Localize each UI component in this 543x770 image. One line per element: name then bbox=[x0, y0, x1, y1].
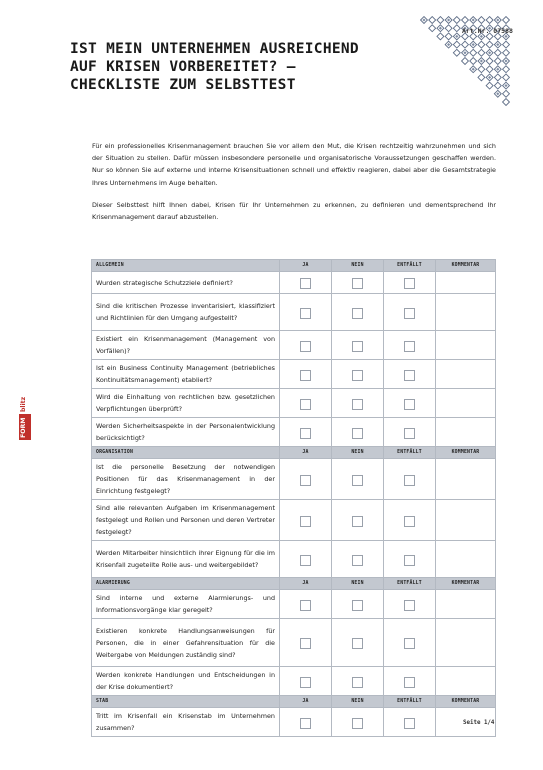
checkbox-nein[interactable] bbox=[352, 428, 363, 439]
section-title: ORGANISATION bbox=[92, 447, 280, 459]
checkbox-entfaellt[interactable] bbox=[404, 370, 415, 381]
cell-entfaellt bbox=[384, 360, 436, 389]
question-text: Werden konkrete Handlungen und Entscheidungen in der Krise dokumentiert? bbox=[92, 667, 280, 696]
question-text: Werden Mitarbeiter hinsichtlich ihrer Eignung für die im Krisenfall zugeteilte Rolle aus- und weitergebildet? bbox=[92, 541, 280, 578]
column-header-kommentar: KOMMENTAR bbox=[436, 696, 496, 708]
cell-nein bbox=[332, 459, 384, 500]
cell-ja bbox=[280, 360, 332, 389]
table-row bbox=[92, 459, 496, 500]
cell-nein bbox=[332, 619, 384, 667]
cell-nein bbox=[332, 500, 384, 541]
cell-nein bbox=[332, 590, 384, 619]
column-header-kommentar: KOMMENTAR bbox=[436, 447, 496, 459]
question-text: Sind alle relevanten Aufgaben im Krisenmanagement festgelegt und Rollen und Personen und deren Vertreter festgelegt? bbox=[92, 500, 280, 541]
cell-nein bbox=[332, 389, 384, 418]
cell-ja bbox=[280, 500, 332, 541]
question-text: Wurden strategische Schutzziele definiert? bbox=[92, 272, 280, 294]
cell-nein bbox=[332, 667, 384, 696]
title-line-3: CHECKLISTE ZUM SELBSTTEST bbox=[70, 77, 296, 93]
question-text: Existiert ein Krisenmanagement (Management von Vorfällen)? bbox=[92, 331, 280, 360]
cell-entfaellt bbox=[384, 272, 436, 294]
checkbox-entfaellt[interactable] bbox=[404, 308, 415, 319]
question-text: Ist ein Business Continuity Management (betriebliches Kontinuitätsmanagement) etabliert? bbox=[92, 360, 280, 389]
checkbox-entfaellt[interactable] bbox=[404, 516, 415, 527]
cell-ja bbox=[280, 619, 332, 667]
checkbox-entfaellt[interactable] bbox=[404, 278, 415, 289]
cell-ja bbox=[280, 590, 332, 619]
comment-field[interactable] bbox=[436, 389, 496, 418]
cell-ja bbox=[280, 272, 332, 294]
comment-field[interactable] bbox=[436, 667, 496, 696]
checkbox-ja[interactable] bbox=[300, 428, 311, 439]
column-header-ja: JA bbox=[280, 447, 332, 459]
checkbox-ja[interactable] bbox=[300, 677, 311, 688]
checkbox-nein[interactable] bbox=[352, 399, 363, 410]
comment-field[interactable] bbox=[436, 619, 496, 667]
checkbox-nein[interactable] bbox=[352, 308, 363, 319]
cell-ja bbox=[280, 541, 332, 578]
checkbox-nein[interactable] bbox=[352, 718, 363, 729]
question-text: Werden Sicherheitsaspekte in der Personalentwicklung berücksichtigt? bbox=[92, 418, 280, 447]
column-header-nein: NEIN bbox=[332, 447, 384, 459]
cell-ja bbox=[280, 459, 332, 500]
table-row bbox=[92, 708, 496, 737]
checkbox-nein[interactable] bbox=[352, 341, 363, 352]
cell-nein bbox=[332, 294, 384, 331]
comment-field[interactable] bbox=[436, 541, 496, 578]
checkbox-entfaellt[interactable] bbox=[404, 677, 415, 688]
table-row bbox=[92, 272, 496, 294]
section-header-row bbox=[92, 260, 496, 272]
checkbox-ja[interactable] bbox=[300, 399, 311, 410]
question-text: Sind interne und externe Alarmierungs- und Informationsvorgänge klar geregelt? bbox=[92, 590, 280, 619]
section-header-row bbox=[92, 696, 496, 708]
cell-entfaellt bbox=[384, 541, 436, 578]
table-row bbox=[92, 619, 496, 667]
comment-field[interactable] bbox=[436, 360, 496, 389]
column-header-nein: NEIN bbox=[332, 578, 384, 590]
checkbox-ja[interactable] bbox=[300, 278, 311, 289]
table-row bbox=[92, 590, 496, 619]
comment-field[interactable] bbox=[436, 272, 496, 294]
comment-field[interactable] bbox=[436, 500, 496, 541]
question-text: Tritt im Krisenfall ein Krisenstab im Unternehmen zusammen? bbox=[92, 708, 280, 737]
cell-ja bbox=[280, 331, 332, 360]
column-header-nein: NEIN bbox=[332, 260, 384, 272]
checkbox-entfaellt[interactable] bbox=[404, 428, 415, 439]
cell-nein bbox=[332, 360, 384, 389]
checkbox-entfaellt[interactable] bbox=[404, 718, 415, 729]
question-text: Ist die personelle Besetzung der notwendigen Positionen für das Krisenmanagement in der Einrichtung festgelegt? bbox=[92, 459, 280, 500]
checkbox-ja[interactable] bbox=[300, 370, 311, 381]
cell-entfaellt bbox=[384, 500, 436, 541]
cell-nein bbox=[332, 418, 384, 447]
cell-ja bbox=[280, 708, 332, 737]
cell-nein bbox=[332, 541, 384, 578]
cell-entfaellt bbox=[384, 389, 436, 418]
column-header-ja: JA bbox=[280, 578, 332, 590]
checkbox-ja[interactable] bbox=[300, 638, 311, 649]
checkbox-ja[interactable] bbox=[300, 341, 311, 352]
column-header-entfaellt: ENTFÄLLT bbox=[384, 447, 436, 459]
intro-paragraph-2: Dieser Selbsttest hilft Ihnen dabei, Krisen für Ihr Unternehmen zu erkennen, zu definieren und dementsprechend Ihr Krisenmanagement darauf abzustellen. bbox=[92, 200, 496, 222]
checkbox-nein[interactable] bbox=[352, 278, 363, 289]
column-header-ja: JA bbox=[280, 260, 332, 272]
table-row bbox=[92, 667, 496, 696]
section-title: ALARMIERUNG bbox=[92, 578, 280, 590]
cell-ja bbox=[280, 294, 332, 331]
svg-text:FORM: FORM bbox=[20, 417, 27, 438]
column-header-kommentar: KOMMENTAR bbox=[436, 260, 496, 272]
title-line-1: IST MEIN UNTERNEHMEN AUSREICHEND bbox=[70, 41, 359, 57]
checkbox-ja[interactable] bbox=[300, 555, 311, 566]
cell-entfaellt bbox=[384, 418, 436, 447]
checkbox-ja[interactable] bbox=[300, 516, 311, 527]
cell-entfaellt bbox=[384, 459, 436, 500]
checkbox-entfaellt[interactable] bbox=[404, 600, 415, 611]
checkbox-ja[interactable] bbox=[300, 600, 311, 611]
title-line-2: AUF KRISEN VORBEREITET? – bbox=[70, 59, 296, 75]
section-header-row bbox=[92, 578, 496, 590]
table-row bbox=[92, 418, 496, 447]
column-header-ja: JA bbox=[280, 696, 332, 708]
column-header-entfaellt: ENTFÄLLT bbox=[384, 578, 436, 590]
cell-entfaellt bbox=[384, 619, 436, 667]
checkbox-entfaellt[interactable] bbox=[404, 475, 415, 486]
section-title: ALLGEMEIN bbox=[92, 260, 280, 272]
intro-paragraph-1: Für ein professionelles Krisenmanagement brauchen Sie vor allem den Mut, die Krisen rechtzeitig wahrzunehmen und sich der Situation zu stellen. Dafür müssen insbesondere personelle und organisatorische Voraussetzungen geschaffen werden. Nur so können Sie auf externe und interne Krisensituationen schnell und effektiv reagieren, dabei aber die Gesamtstrategie Ihres Unternehmens im Auge behalten. bbox=[92, 142, 496, 187]
column-header-nein: NEIN bbox=[332, 696, 384, 708]
cell-entfaellt bbox=[384, 331, 436, 360]
formblitz-logo bbox=[19, 384, 31, 440]
checkbox-ja[interactable] bbox=[300, 718, 311, 729]
checkbox-entfaellt[interactable] bbox=[404, 555, 415, 566]
column-header-entfaellt: ENTFÄLLT bbox=[384, 260, 436, 272]
question-text: Sind die kritischen Prozesse inventarisiert, klassifiziert und Richtlinien für den Umgang aufgestellt? bbox=[92, 294, 280, 331]
checkbox-nein[interactable] bbox=[352, 370, 363, 381]
column-header-entfaellt: ENTFÄLLT bbox=[384, 696, 436, 708]
article-number: Art.Nr. 07588 bbox=[462, 27, 513, 35]
checkbox-nein[interactable] bbox=[352, 600, 363, 611]
cell-ja bbox=[280, 418, 332, 447]
checkbox-entfaellt[interactable] bbox=[404, 399, 415, 410]
checkbox-nein[interactable] bbox=[352, 638, 363, 649]
table-row bbox=[92, 360, 496, 389]
section-header-row bbox=[92, 447, 496, 459]
intro-text bbox=[92, 140, 496, 233]
table-row bbox=[92, 389, 496, 418]
checkbox-ja[interactable] bbox=[300, 308, 311, 319]
cell-entfaellt bbox=[384, 667, 436, 696]
comment-field[interactable] bbox=[436, 459, 496, 500]
table-row bbox=[92, 294, 496, 331]
comment-field[interactable] bbox=[436, 331, 496, 360]
column-header-kommentar: KOMMENTAR bbox=[436, 578, 496, 590]
cell-nein bbox=[332, 331, 384, 360]
checkbox-entfaellt[interactable] bbox=[404, 341, 415, 352]
section-title: STAB bbox=[92, 696, 280, 708]
checkbox-nein[interactable] bbox=[352, 677, 363, 688]
checkbox-entfaellt[interactable] bbox=[404, 638, 415, 649]
comment-field[interactable] bbox=[436, 418, 496, 447]
table-row bbox=[92, 331, 496, 360]
checkbox-nein[interactable] bbox=[352, 516, 363, 527]
cell-nein bbox=[332, 708, 384, 737]
checkbox-nein[interactable] bbox=[352, 475, 363, 486]
checkbox-nein[interactable] bbox=[352, 555, 363, 566]
question-text: Existieren konkrete Handlungsanweisungen für Personen, die in einer Gefahrensituation für die Weitergabe von Meldungen zuständig sind? bbox=[92, 619, 280, 667]
cell-ja bbox=[280, 389, 332, 418]
page-title bbox=[70, 40, 400, 94]
table-row bbox=[92, 500, 496, 541]
page-number: Seite 1/4 bbox=[463, 720, 495, 726]
table-row bbox=[92, 541, 496, 578]
cell-ja bbox=[280, 667, 332, 696]
checkbox-ja[interactable] bbox=[300, 475, 311, 486]
comment-field[interactable] bbox=[436, 590, 496, 619]
svg-text:blitz: blitz bbox=[20, 396, 27, 412]
cell-entfaellt bbox=[384, 590, 436, 619]
cell-entfaellt bbox=[384, 708, 436, 737]
checklist-table bbox=[91, 259, 496, 737]
cell-nein bbox=[332, 272, 384, 294]
comment-field[interactable] bbox=[436, 294, 496, 331]
question-text: Wird die Einhaltung von rechtlichen bzw. gesetzlichen Verpflichtungen überprüft? bbox=[92, 389, 280, 418]
cell-entfaellt bbox=[384, 294, 436, 331]
